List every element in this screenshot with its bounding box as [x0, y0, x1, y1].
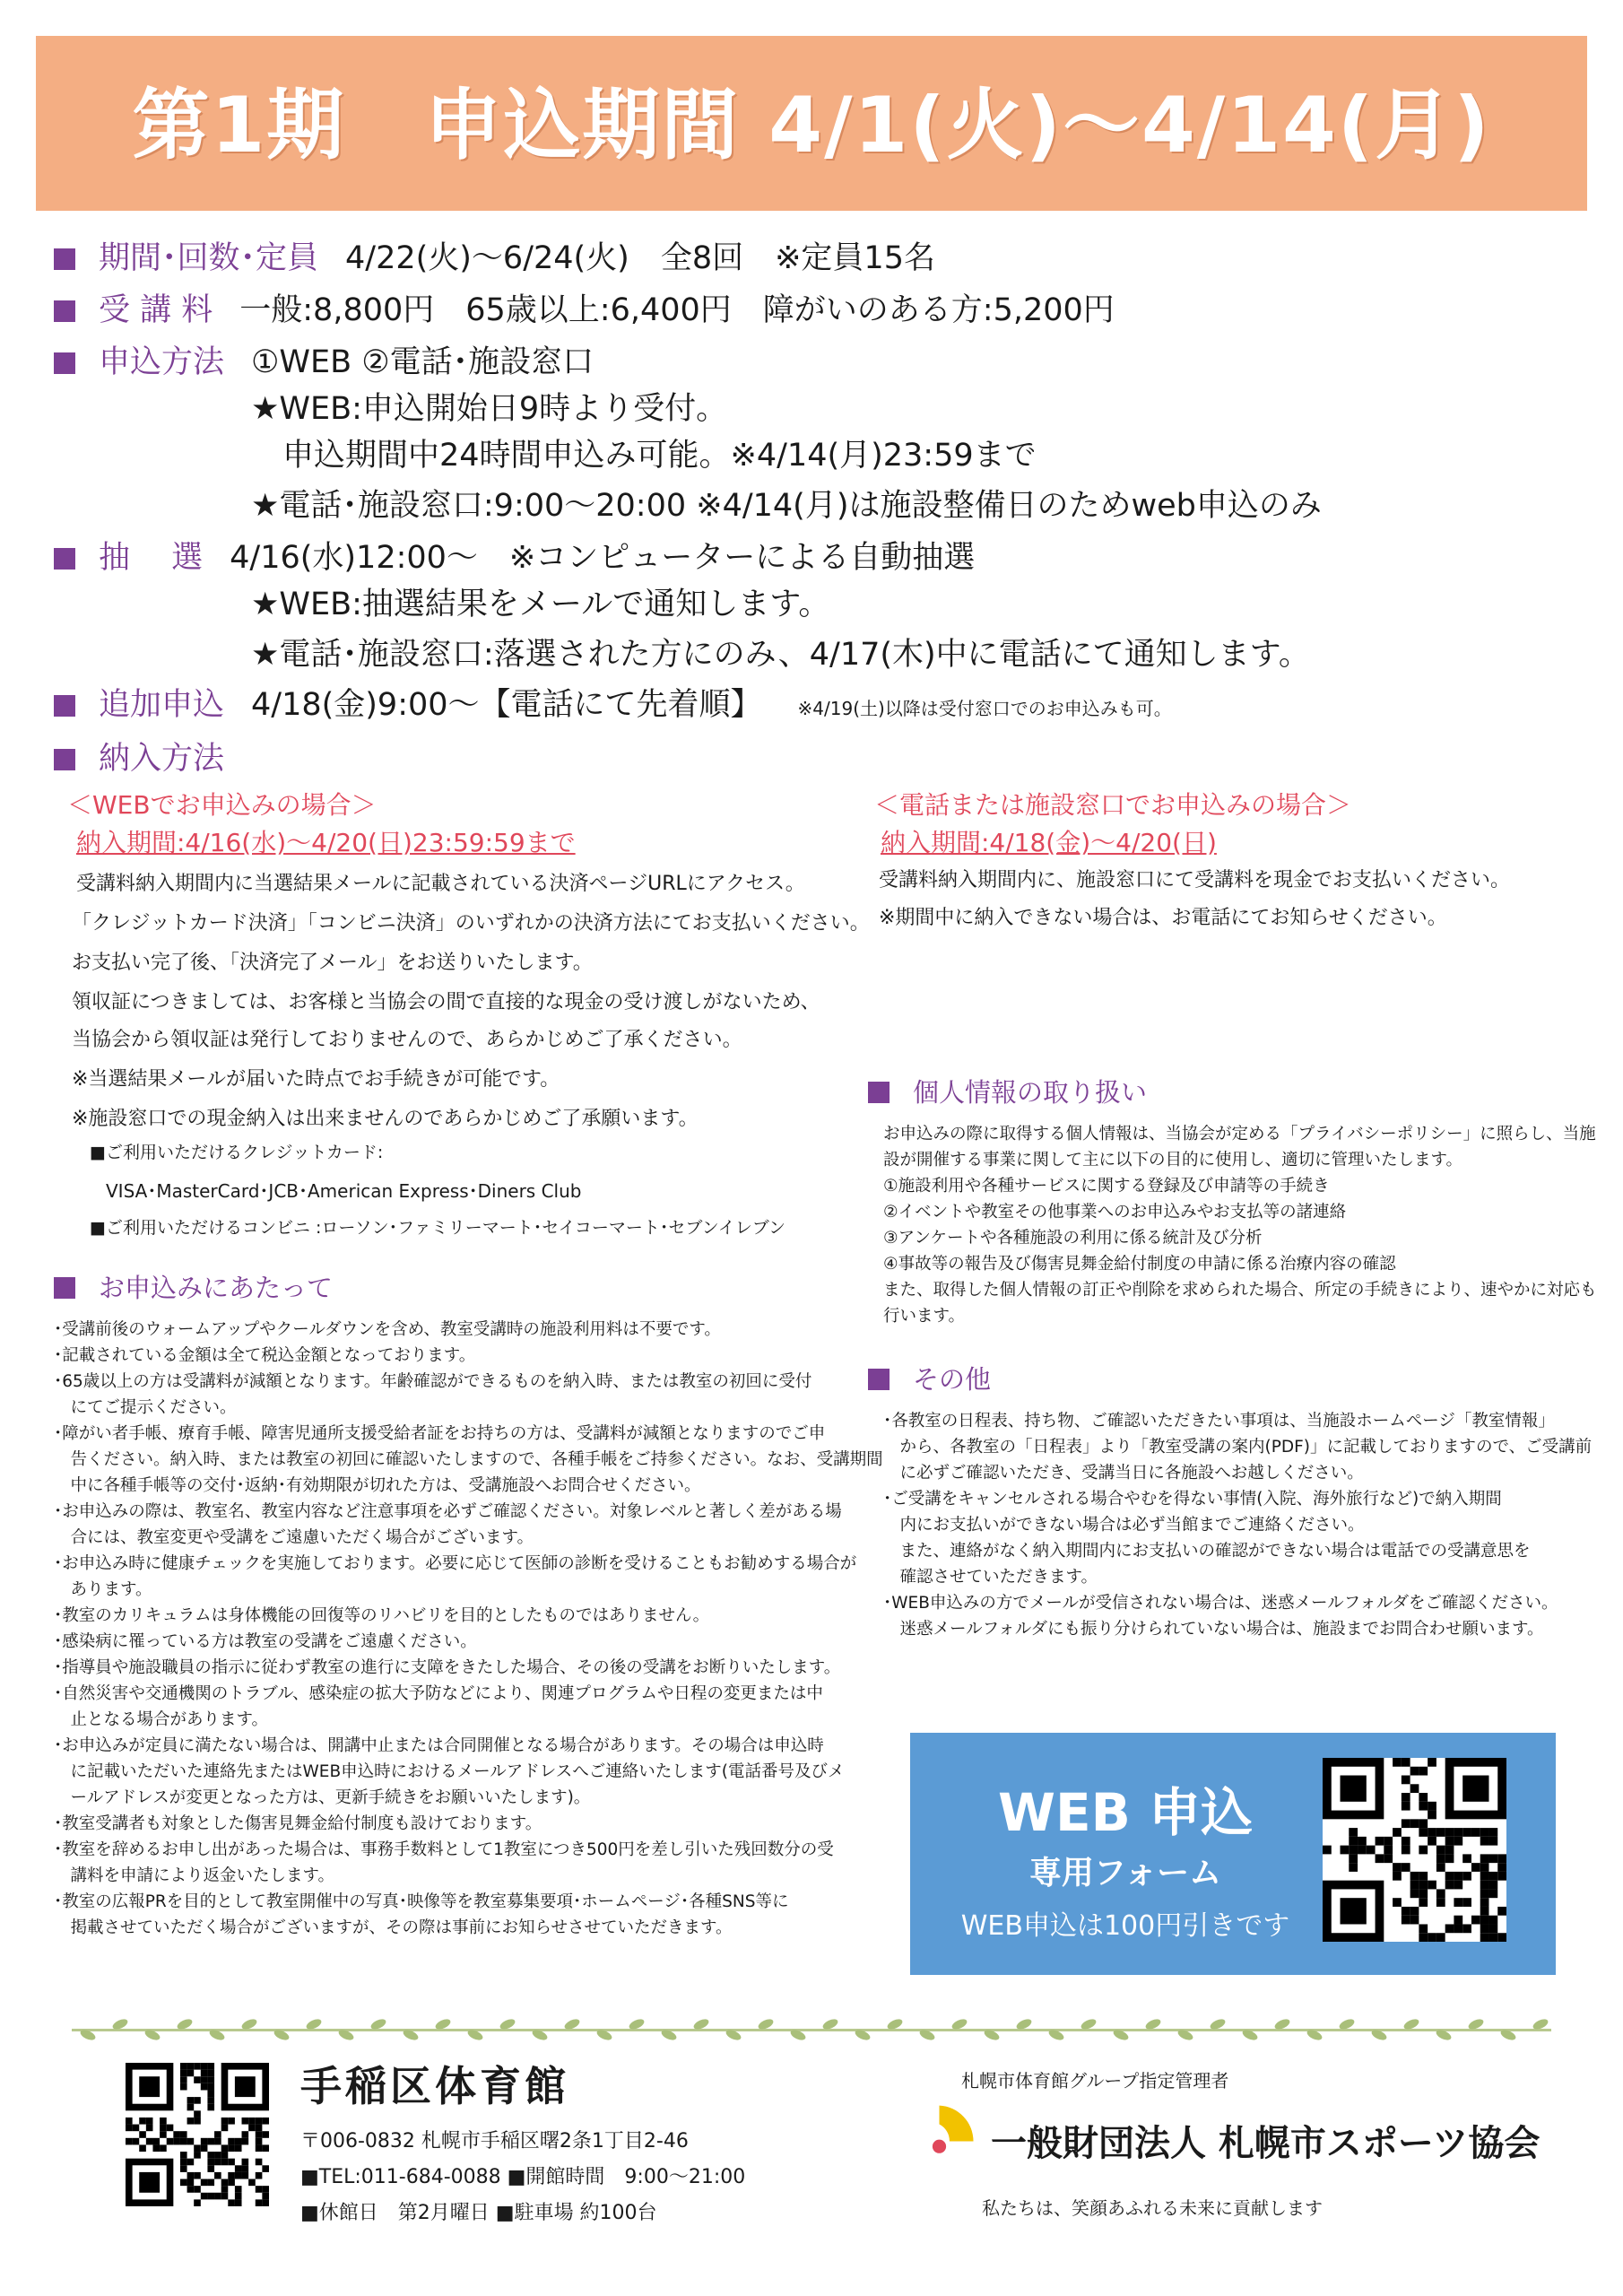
bullet-square-icon	[54, 749, 75, 770]
manager-label: 札幌市体育館グループ指定管理者	[961, 2070, 1229, 2092]
other-line: 確認させていただきます。	[883, 1568, 1098, 1587]
info-label: 受 講 料	[99, 292, 213, 328]
notes-line: に記載いただいた連絡先またはWEB申込時におけるメールアドレスへご連絡いたします(電話番号及びメ	[54, 1762, 845, 1781]
notes-line: ･自然災害や交通機関のトラブル、感染症の拡大予防などにより、関連プログラムや日程の変更または中	[54, 1684, 823, 1703]
info-label: 抽 選	[99, 540, 204, 576]
privacy-line: ①施設利用や各種サービスに関する登録及び申請等の手続き	[883, 1177, 1330, 1196]
info-row-additional	[54, 680, 1172, 725]
notes-heading: お申込みにあたって	[54, 1268, 333, 1305]
payment-web-line: ※当選結果メールが届いた時点でお手続きが可能です。	[72, 1068, 560, 1091]
payment-phone-heading: ＜電話または施設窓口でお申込みの場合＞	[874, 790, 1352, 820]
notes-line: ･指導員や施設職員の指示に従わず教室の進行に支障をきたした場合、その後の受講をお断りいたします。	[54, 1658, 841, 1677]
facility-address: 〒006-0832 札幌市手稲区曙2条1丁目2-46	[300, 2130, 689, 2152]
apply-line: 申込期間中24時間申込み可能。※4/14(月)23:59まで	[282, 438, 1037, 474]
notes-line: 止となる場合があります。	[54, 1710, 269, 1729]
other-line: ･ご受講をキャンセルされる場合やむを得ない事情(入院、海外旅行など)で納入期間	[883, 1490, 1502, 1509]
apply-line: ★WEB:申込開始日9時より受付。	[251, 391, 728, 427]
info-label: 期間･回数･定員	[99, 240, 319, 276]
notes-line: ･お申込みの際は、教室名、教室内容など注意事項を必ずご確認ください。対象レベルと著しく差がある場	[54, 1502, 842, 1521]
bullet-square-icon	[54, 352, 75, 374]
header-banner	[36, 36, 1587, 211]
web-box-title: WEB 申込	[998, 1782, 1253, 1843]
privacy-line: また、取得した個人情報の訂正や削除を求められた場合、所定の手続きにより、速やかに対応も	[883, 1281, 1597, 1300]
credit-cards-list: VISA･MasterCard･JCB･American Express･Diners Club	[106, 1180, 582, 1202]
payment-web-line: ※施設窓口での現金納入は出来ませんのであらかじめご了承願います。	[72, 1108, 699, 1130]
privacy-line: お申込みの際に取得する個人情報は、当協会が定める「プライバシーポリシー」に照らし、当施	[883, 1125, 1596, 1144]
credit-cards-label: ■ご利用いただけるクレジットカード:	[90, 1143, 384, 1162]
info-text: ①WEB ②電話･施設窓口	[251, 344, 595, 380]
privacy-line: 設が開催する事業に関して主に以下の目的に使用し、適切に管理いたします。	[883, 1151, 1463, 1170]
payment-web-period: 納入期間:4/16(水)～4/20(日)23:59:59まで	[76, 828, 576, 857]
other-line: に必ずご確認いただき、受講当日に各施設へお越しください。	[883, 1464, 1364, 1483]
association-logo-icon	[897, 2099, 982, 2184]
bullet-square-icon	[54, 548, 75, 570]
bullet-square-icon	[54, 1277, 75, 1299]
payment-web-line: お支払い完了後、「決済完了メール」をお送りいたします。	[72, 952, 593, 974]
info-row-apply	[54, 337, 594, 382]
info-row-lottery	[54, 533, 975, 578]
payment-web-heading: ＜WEBでお申込みの場合＞	[67, 790, 377, 820]
other-line: ･各教室の日程表、持ち物、ご確認いただきたい事項は、当施設ホームページ「教室情報」	[883, 1412, 1555, 1431]
notes-line: ･65歳以上の方は受講料が減額となります。年齢確認ができるものを納入時、または教室の初回に受付	[54, 1372, 812, 1391]
facility-closed: ■休館日 第2月曜日 ■駐車場 約100台	[300, 2202, 657, 2224]
privacy-line: ②イベントや教室その他事業へのお申込みやお支払等の諸連絡	[883, 1203, 1347, 1222]
payment-web-line: 受講料納入期間内に当選結果メールに記載されている決済ページURLにアクセス。	[76, 873, 805, 895]
bullet-square-icon	[868, 1082, 890, 1103]
info-label: 追加申込	[99, 687, 225, 723]
notes-line: にてご提示ください。	[54, 1398, 237, 1417]
info-note: ※4/19(土)以降は受付窓口でのお申込みも可。	[797, 698, 1172, 719]
notes-line: ･受講前後のウォームアップやクールダウンを含め、教室受講時の施設利用料は不要です。	[54, 1320, 721, 1339]
info-text: 一般:8,800円 65歳以上:6,400円 障がいのある方:5,200円	[239, 292, 1115, 328]
other-heading: その他	[868, 1360, 991, 1396]
notes-line: ･お申込みが定員に満たない場合は、開講中止または合同開催となる場合があります。その場合は申込時	[54, 1736, 824, 1755]
notes-line: あります。	[54, 1580, 152, 1599]
notes-line: ･障がい者手帳、療育手帳、障害児通所支援受給者証をお持ちの方は、受講料が減額となりますのでご申	[54, 1424, 826, 1443]
notes-line: ･教室の広報PRを目的として教室開催中の写真･映像等を教室募集要項･ホームページ･各種SNS等に	[54, 1892, 789, 1911]
info-label: 納入方法	[99, 741, 225, 777]
notes-line: ･感染病に罹っている方は教室の受講をご遠慮ください。	[54, 1632, 477, 1651]
notes-line: 講料を申請により返金いたします。	[54, 1866, 335, 1885]
other-line: 内にお支払いができない場合は必ず当館までご連絡ください。	[883, 1516, 1365, 1535]
notes-line: 告ください。納入時、または教室の初回に確認いたしますので、各種手帳をご持参ください。なお、受講期間	[54, 1450, 883, 1469]
payment-phone-line: 受講料納入期間内に、施設窓口にて受講料を現金でお支払いください。	[879, 869, 1511, 891]
notes-line: ･教室を辞めるお申し出があった場合は、事務手数料として1教室につき500円を差し引いた残回数分の受	[54, 1840, 834, 1859]
page-title: 第1期 申込期間 4/1(火)～4/14(月)	[132, 81, 1491, 170]
privacy-line: ④事故等の報告及び傷害見舞金給付制度の申請に係る治療内容の確認	[883, 1255, 1396, 1274]
lottery-line: ★電話･施設窓口:落選された方にのみ、4/17(木)中に電話にて通知します。	[251, 637, 1310, 673]
payment-web-line: 当協会から領収証は発行しておりませんので、あらかじめご了承ください。	[72, 1029, 742, 1051]
bullet-square-icon	[54, 695, 75, 717]
lottery-line: ★WEB:抽選結果をメールで通知します。	[251, 587, 830, 622]
info-row-fee	[54, 285, 1115, 330]
info-row-payment	[54, 734, 251, 778]
web-box-note: WEB申込は100円引きです	[960, 1910, 1290, 1942]
bullet-square-icon	[54, 300, 75, 322]
notes-line: 中に各種手帳等の交付･返納･有効期限が切れた方は、受講施設へお問合せください。	[54, 1476, 701, 1495]
info-text: 4/16(水)12:00～ ※コンピューターによる自動抽選	[230, 540, 976, 576]
other-line: ･WEB申込みの方でメールが受信されない場合は、迷惑メールフォルダをご確認ください。	[883, 1594, 1558, 1613]
leaf-garland-icon	[72, 2014, 1551, 2045]
facility-name: 手稲区体育館	[300, 2062, 569, 2110]
privacy-line: 行います。	[883, 1307, 966, 1326]
info-label: 申込方法	[99, 344, 225, 380]
info-row-period	[54, 233, 935, 278]
payment-phone-period: 納入期間:4/18(金)～4/20(日)	[881, 828, 1217, 857]
association-name: 一般財団法人 札幌市スポーツ協会	[991, 2123, 1541, 2164]
info-text: 4/18(金)9:00～【電話にて先着順】	[251, 687, 762, 723]
qr-code-icon[interactable]	[126, 2063, 269, 2206]
web-box-subtitle: 専用フォーム	[1028, 1855, 1222, 1892]
apply-line: ★電話･施設窓口:9:00～20:00 ※4/14(月)は施設整備日のためweb申込のみ	[251, 488, 1322, 524]
other-line: また、連絡がなく納入期間内にお支払いの確認ができない場合は電話での受講意思を	[883, 1542, 1531, 1561]
privacy-heading: 個人情報の取り扱い	[868, 1073, 1147, 1109]
info-text: 4/22(火)～6/24(火) 全8回 ※定員15名	[345, 240, 935, 276]
notes-line: 掲載させていただく場合がございますが、その際は事前にお知らせさせていただきます。	[54, 1918, 733, 1937]
notes-line: ･記載されている金額は全て税込金額となっております。	[54, 1346, 476, 1365]
bullet-square-icon	[868, 1369, 890, 1390]
payment-phone-line: ※期間中に納入できない場合は、お電話にてお知らせください。	[879, 907, 1447, 929]
privacy-line: ③アンケートや各種施設の利用に係る統計及び分析	[883, 1229, 1263, 1248]
other-line: 迷惑メールフォルダにも振り分けられていない場合は、施設までお問合わせ願います。	[883, 1620, 1544, 1639]
qr-code-icon[interactable]	[1323, 1758, 1506, 1942]
other-line: から、各教室の「日程表」より「教室受講の案内(PDF)」に記載しておりますので、ご受講前	[883, 1438, 1593, 1457]
payment-web-line: 領収証につきましては、お客様と当協会の間で直接的な現金の受け渡しがないため、	[72, 991, 820, 1013]
association-slogan: 私たちは、笑顔あふれる未来に貢献します	[982, 2197, 1323, 2219]
notes-line: ールアドレスが変更となった方は、更新手続きをお願いいたします)。	[54, 1788, 591, 1807]
notes-line: ･教室のカリキュラムは身体機能の回復等のリハビリを目的としたものではありません。	[54, 1606, 710, 1625]
notes-line: ･教室受講者も対象とした傷害見舞金給付制度も設けております。	[54, 1814, 542, 1833]
bullet-square-icon	[54, 248, 75, 270]
conbini-list: ■ご利用いただけるコンビニ :ローソン･ファミリーマート･セイコーマート･セブンイレブン	[90, 1218, 785, 1238]
notes-line: ･お申込み時に健康チェックを実施しております。必要に応じて医師の診断を受けることもお勧めする場合が	[54, 1554, 857, 1573]
notes-line: 合には、教室変更や受講をご遠慮いただく場合がございます。	[54, 1528, 534, 1547]
facility-tel-hours: ■TEL:011-684-0088 ■開館時間 9:00～21:00	[300, 2166, 746, 2188]
payment-web-line: 「クレジットカード決済」「コンビニ決済」のいずれかの決済方法にてお支払いください。	[72, 912, 870, 935]
